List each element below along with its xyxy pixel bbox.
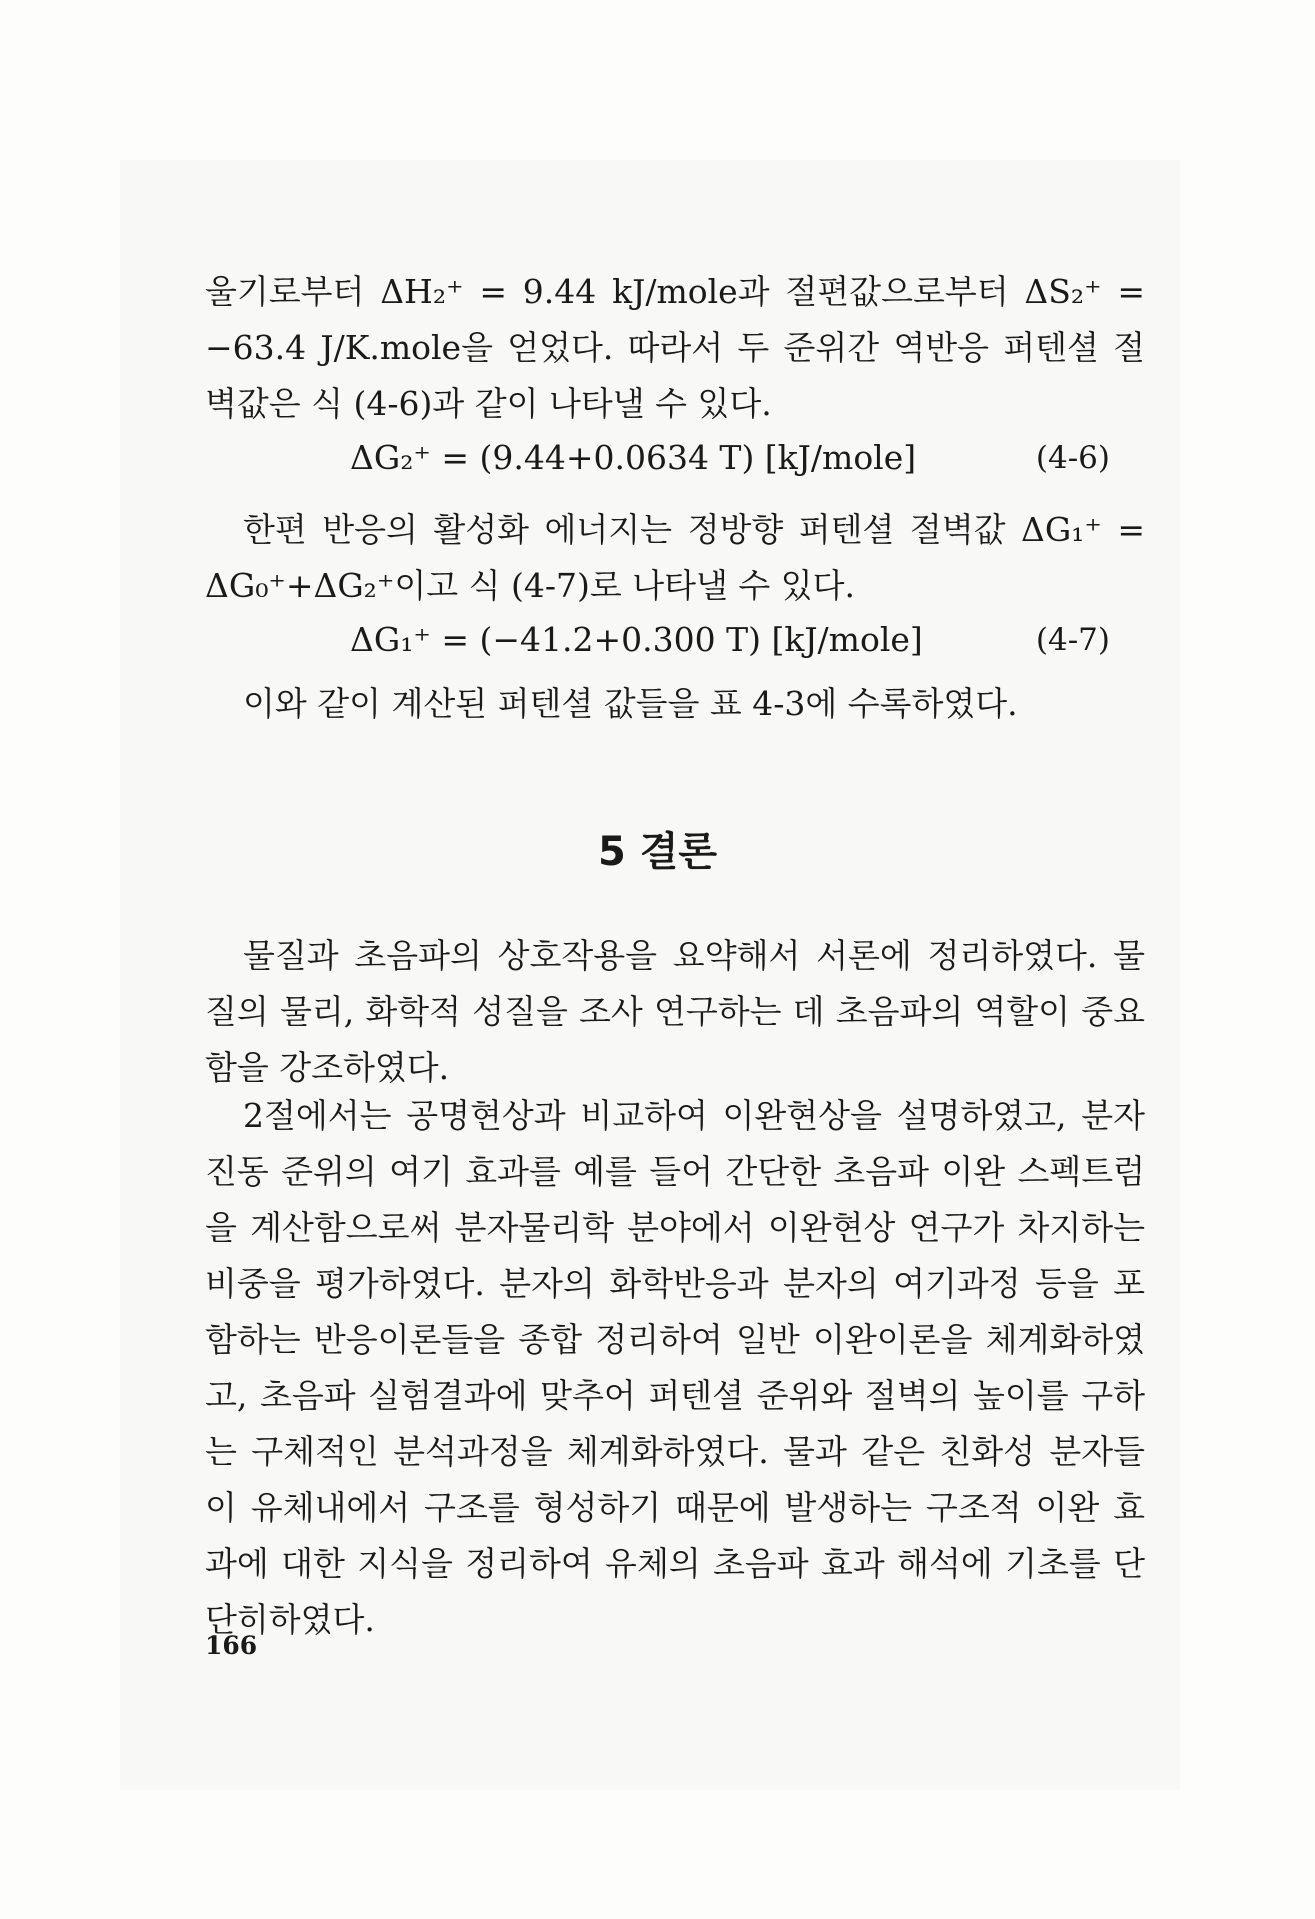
equation-number: (4-7): [1035, 622, 1110, 658]
equation-expression: ΔG₁⁺ = (−41.2+0.300 T) [kJ/mole]: [350, 620, 923, 659]
conclusion-paragraph-1: 물질과 초음파의 상호작용을 요약해서 서론에 정리하였다. 물질의 물리, 화학적 성질을 조사 연구하는 데 초음파의 역할이 중요함을 강조하였다.: [205, 936, 1145, 1087]
page-number: 166: [205, 1631, 258, 1660]
conclusion-paragraph-2: 2절에서는 공명현상과 비교하여 이완현상을 설명하였고, 분자 진동 준위의 여기 효과를 예를 들어 간단한 초음파 이완 스펙트럼을 계산함으로써 분자물리학 분야에서 이완현상 연구가 차지하는 비중을 평가하였다. 분자의 화학반응과 분자의 여기과정 등을 포함하는 반응이론들을 종합 정리하여 일반 이완이론을 체계화하였고, 초음파 실험결과에 맞추어 퍼텐셜 준위와 절벽의 높이를 구하는 구체적인 분석과정을 체계화하였다. 물과 같은 친화성 분자들이 유체내에서 구조를 형성하기 때문에 발생하는 구조적 이완 효과에 대한 지식을 정리하여 유체의 초음파 효과 해석에 기초를 단단히하였다.: [205, 1096, 1145, 1639]
equation-4-7: [350, 612, 1150, 668]
equation-number: (4-6): [1035, 440, 1110, 476]
paragraph-table-reference: 이와 같이 계산된 퍼텐셜 값들을 표 4-3에 수록하였다.: [243, 684, 1018, 723]
paragraph-activation-energy: 한편 반응의 활성화 에너지는 정방향 퍼텐셜 절벽값 ΔG₁⁺ = ΔG₀⁺+ΔG₂⁺이고 식 (4-7)로 나타낼 수 있다.: [205, 510, 1145, 605]
equation-4-6: [350, 430, 1150, 486]
paragraph-continued: 울기로부터 ΔH₂⁺ = 9.44 kJ/mole과 절편값으로부터 ΔS₂⁺ = −63.4 J/K.mole을 얻었다. 따라서 두 준위간 역반응 퍼텐셜 절벽값은 식 (4-6)과 같이 나타낼 수 있다.: [205, 272, 1145, 423]
section-heading: 5 결론: [597, 829, 718, 875]
equation-expression: ΔG₂⁺ = (9.44+0.0634 T) [kJ/mole]: [350, 438, 917, 477]
